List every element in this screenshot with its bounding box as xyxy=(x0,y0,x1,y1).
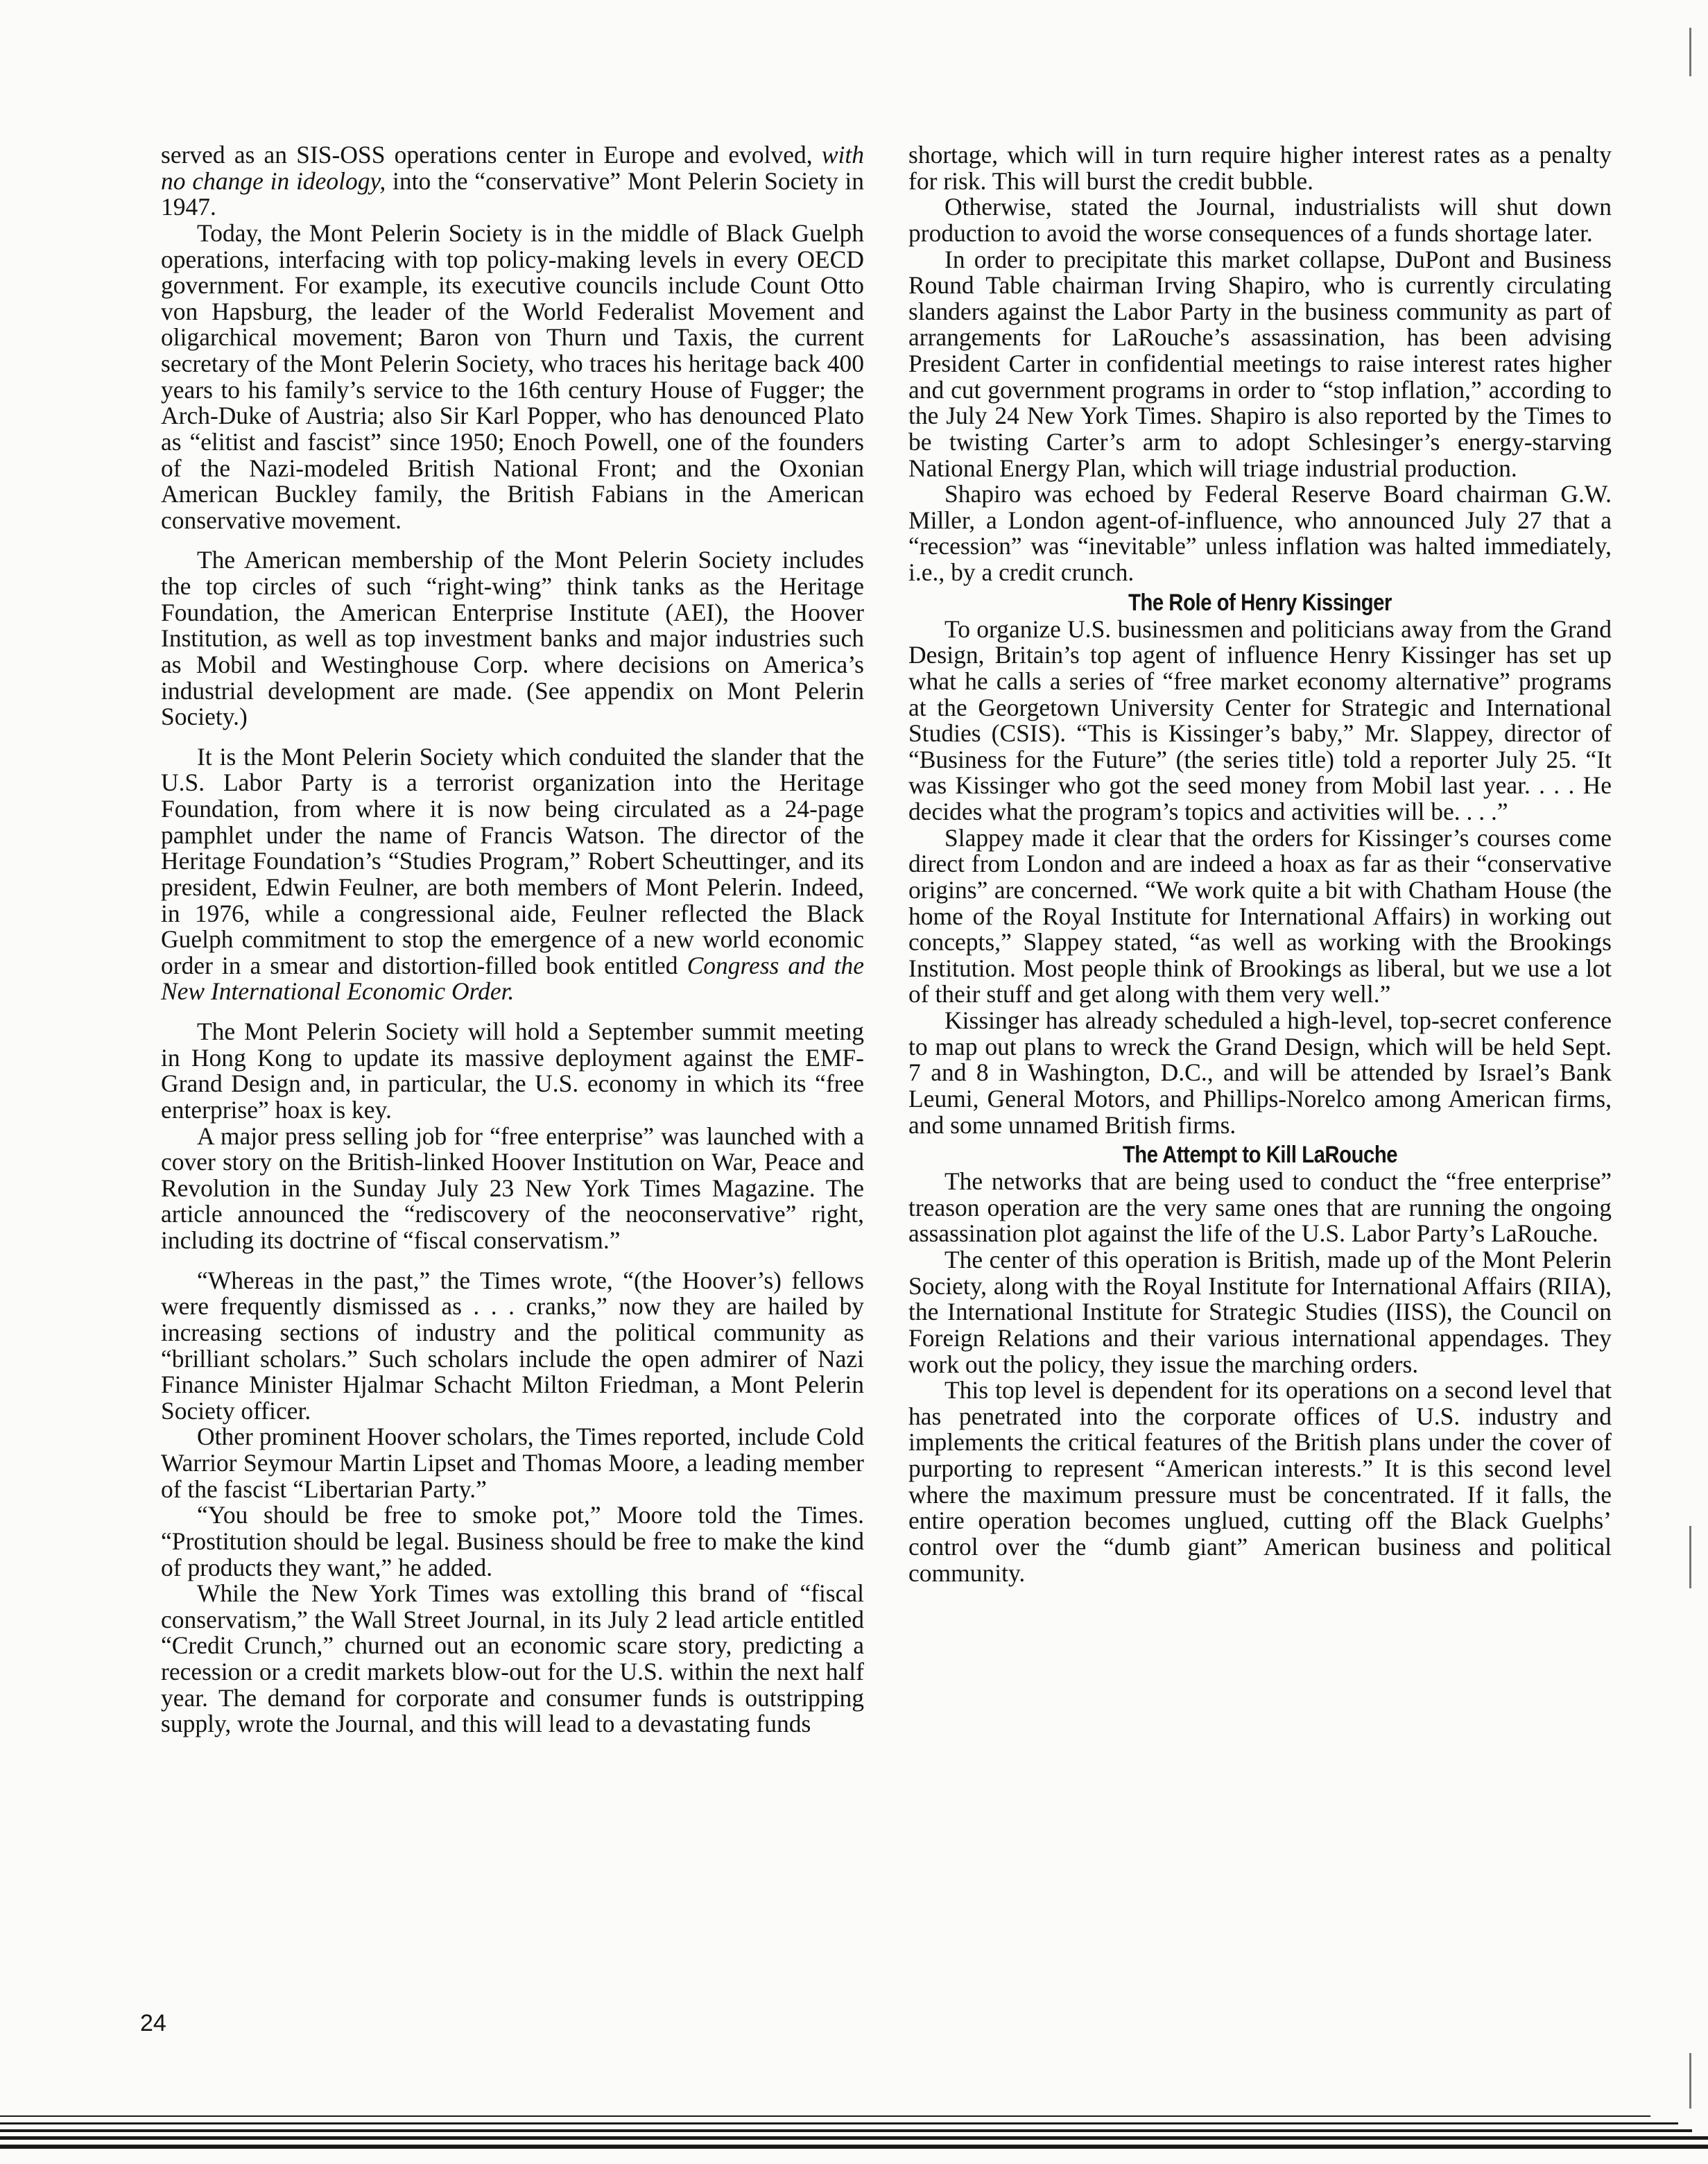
page-number: 24 xyxy=(140,2010,166,2036)
book-title: Congress and the New International Economic Order. xyxy=(161,951,864,1006)
paragraph: “You should be free to smoke pot,” Moore told the Times. “Prostitution should be legal. Business should be free to make the kind of products they want,” he added. xyxy=(161,1501,864,1581)
paragraph xyxy=(161,744,864,1005)
paragraph: “Whereas in the past,” the Times wrote, “(the Hoover’s) fellows were frequently dismissed as . . . cranks,” now they are hailed by increasing sections of industry and the political community as “brilliant scholars.” Such scholars include the open admirer of Nazi Finance Minister Hjalmar Schacht Milton Friedman, a Mont Pelerin Society officer. xyxy=(161,1266,864,1425)
paragraph: A major press selling job for “free enterprise” was launched with a cover story on the British-linked Hoover Institution on War, Peace and Revolution in the Sunday July 23 New York Times Magazine. The article announced the “rediscovery of the neoconservative” right, including its doctrine of “fiscal conservatism.” xyxy=(161,1122,864,1254)
paragraph-text: into the “conservative” Mont Pelerin Society in 1947. xyxy=(161,166,864,221)
bottom-scan-rules xyxy=(0,2110,1708,2152)
paragraph: In order to precipitate this market collapse, DuPont and Business Round Table chairman Irving Shapiro, who is currently circulating slanders against the Labor Party in the business community as part of arrangements for LaRouche’s assassination, has been advising President Carter in confidential meetings to raise interest rates higher and cut government programs in order to “stop inflation,” according to the July 24 New York Times. Shapiro is also reported by the Times to be twisting Carter’s arm to adopt Schlesinger’s energy-starving National Energy Plan, which will triage industrial production. xyxy=(908,245,1612,482)
paragraph: Today, the Mont Pelerin Society is in the middle of Black Guelph operations, interfacing with top policy-making levels in every OECD government. For example, its executive councils include Count Otto von Hapsburg, the leader of the World Federalist Movement and oligarchical movement; Baron von Thurn und Taxis, the current secretary of the Mont Pelerin Society, who traces his heritage back 400 years to his family’s service to the 16th century House of Fugger; the Arch-Duke of Austria; also Sir Karl Popper, who has denounced Plato as “elitist and fascist” since 1950; Enoch Powell, one of the founders of the Nazi-modeled British National Front; and the Oxonian American Buckley family, the British Fabians in the American conservative movement. xyxy=(161,218,864,534)
rule-line xyxy=(0,2122,1678,2124)
emphasis-text: with no change in ideology, xyxy=(161,141,865,195)
right-column xyxy=(908,142,1612,1586)
scan-mark xyxy=(1689,1526,1691,1588)
scan-mark xyxy=(1689,28,1691,76)
section-heading: The Role of Henry Kissinger xyxy=(1128,589,1392,616)
paragraph: Other prominent Hoover scholars, the Times reported, include Cold Warrior Seymour Martin Lipset and Thomas Moore, a leading member of the fascist “Libertarian Party.” xyxy=(161,1423,864,1503)
paragraph: The Mont Pelerin Society will hold a September summit meeting in Hong Kong to update its massive deployment against the EMF-Grand Design and, in particular, the U.S. economy in which its “free enterprise” hoax is key. xyxy=(161,1017,864,1124)
paragraph: Shapiro was echoed by Federal Reserve Board chairman G.W. Miller, a London agent-of-influence, who announced July 27 that a “recession” was “inevitable” unless inflation was halted immediately, i.e., by a credit crunch. xyxy=(908,480,1612,586)
section-heading: The Attempt to Kill LaRouche xyxy=(1122,1142,1398,1169)
paragraph: While the New York Times was extolling this brand of “fiscal conservatism,” the Wall Street Journal, in its July 2 lead article entitled “Credit Crunch,” churned out an economic scare story, predicting a recession or a credit markets blow-out for the U.S. within the next half year. The demand for corporate and consumer funds is outstripping supply, wrote the Journal, and this will lead to a devastating funds xyxy=(161,1579,864,1738)
paragraph: This top level is dependent for its operations on a second level that has penetrated into the corporate offices of U.S. industry and implements the critical features of the British plans under the cover of purporting to represent “American interests.” It is this second level where the maximum pressure must be concentrated. If it falls, the entire operation becomes unglued, cutting off the Black Guelphs’ control over the “dumb giant” American business and political community. xyxy=(908,1376,1612,1587)
rule-line xyxy=(0,2145,1708,2149)
paragraph: The center of this operation is British, made up of the Mont Pelerin Society, along with the Royal Institute for International Affairs (RIIA), the International Institute for Strategic Studies (IISS), the Council on Foreign Relations and their various international appendages. They work out the policy, they issue the marching orders. xyxy=(908,1246,1612,1378)
paragraph: Slappey made it clear that the orders for Kissinger’s courses come direct from London and are indeed a hoax as far as their “conservative origins” are concerned. “We work quite a bit with Chatham House (the home of the Royal Institute for International Affairs) in working out concepts,” Slappey stated, “as well as working with the Brookings Institution. Most people think of Brookings as liberal, but we use a lot of their stuff and get along with them very well.” xyxy=(908,823,1612,1008)
paragraph xyxy=(161,142,864,221)
rule-line xyxy=(0,2136,1708,2140)
paragraph: Kissinger has already scheduled a high-level, top-secret conference to map out plans to wreck the Grand Design, which will be held Sept. 7 and 8 in Washington, D.C., and will be attended by Israel’s Bank Leumi, General Motors, and Phillips-Norelco among American firms, and some unnamed British firms. xyxy=(908,1006,1612,1139)
paragraph: To organize U.S. businessmen and politicians away from the Grand Design, Britain’s top agent of influence Henry Kissinger has set up what he calls a series of “free market economy alternative” programs at the Georgetown University Center for Strategic and International Studies (CSIS). “This is Kissinger’s baby,” Mr. Slappey, director of “Business for the Future” (the series title) told a reporter July 25. “It was Kissinger who got the seed money from Mobil last year. . . . He decides what the program’s topics and activities will be. . . .” xyxy=(908,615,1612,826)
paragraph: shortage, which will in turn require higher interest rates as a penalty for risk. This will burst the credit bubble. xyxy=(908,141,1612,195)
paragraph: The networks that are being used to conduct the “free enterprise” treason operation are the very same ones that are running the ongoing assassination plot against the life of the U.S. Labor Party’s LaRouche. xyxy=(908,1167,1612,1248)
paragraph-text: It is the Mont Pelerin Society which conduited the slander that the U.S. Labor Party is a terrorist organization into the Heritage Foundation, from where it is now being circulated as a 24-page pamphlet under the name of Francis Watson. The director of the Heritage Foundation’s “Studies Program,” Robert Scheuttinger, and its president, Edwin Feulner, are both members of Mont Pelerin. Indeed, in 1976, while a congressional aide, Feulner reflected the Black Guelph commitment to stop the emergence of a new world economic order in a smear and distortion-filled book entitled xyxy=(161,742,864,979)
paragraph-text: served as an SIS-OSS operations center in Europe and evolved, xyxy=(161,141,813,169)
left-column xyxy=(161,142,864,1737)
paragraph: The American membership of the Mont Pelerin Society includes the top circles of such “right-wing” think tanks as the Heritage Foundation, the American Enterprise Institute (AEI), the Hoover Institution, as well as top investment banks and major industries such as Mobil and Westinghouse Corp. where decisions on America’s industrial development are made. (See appendix on Mont Pelerin Society.) xyxy=(161,546,864,731)
scan-mark xyxy=(1689,2053,1691,2109)
rule-line xyxy=(0,2129,1692,2132)
paragraph: Otherwise, stated the Journal, industrialists will shut down production to avoid the worse consequences of a funds shortage later. xyxy=(908,193,1612,247)
rule-line xyxy=(0,2115,1650,2117)
